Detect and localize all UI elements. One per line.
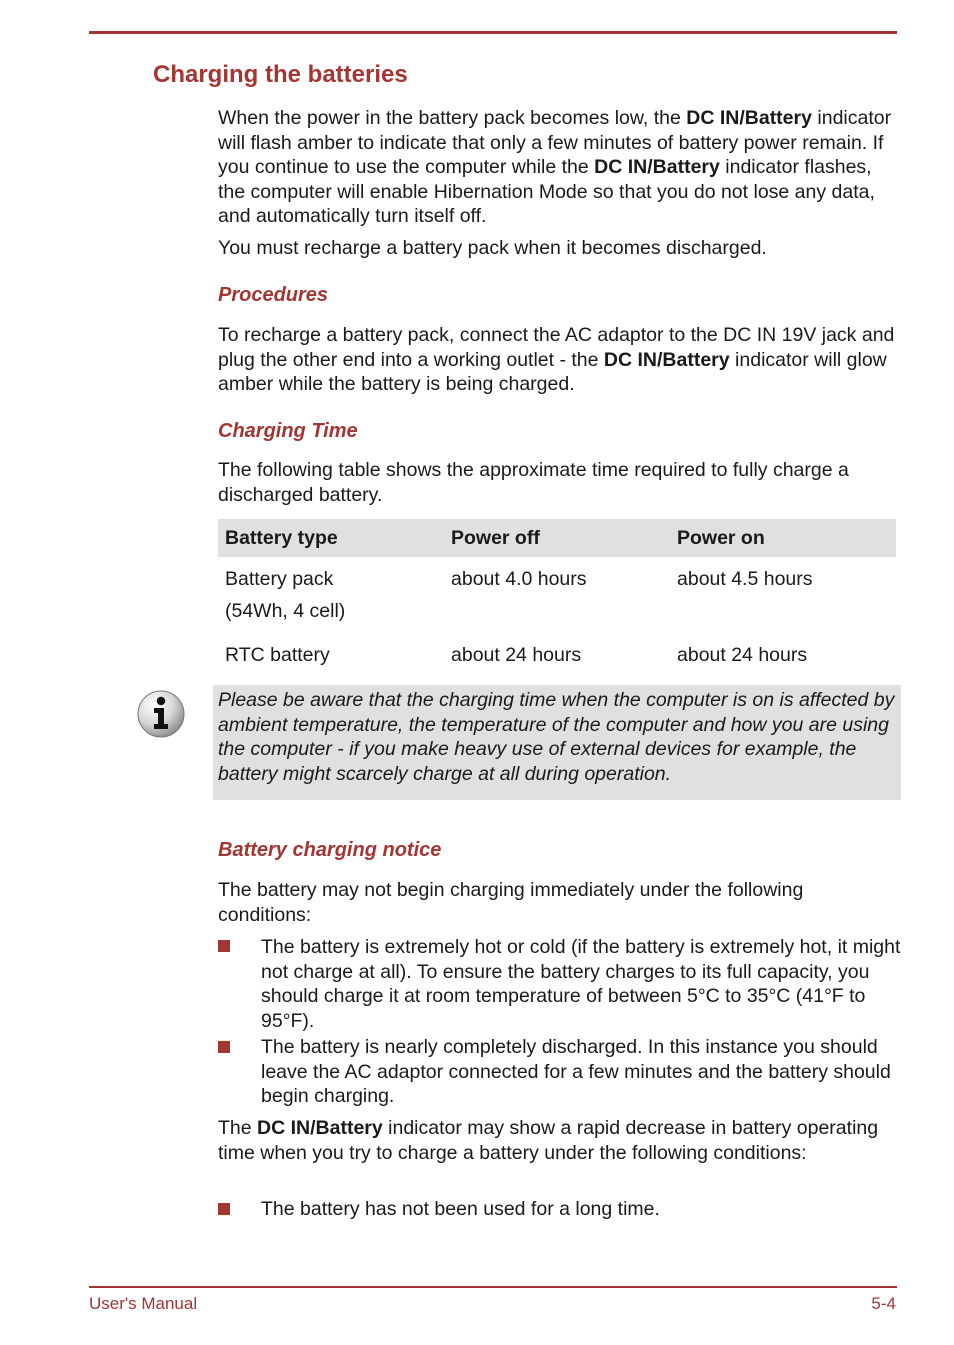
table-header-cell: Battery type <box>218 519 444 557</box>
list-item: The battery is nearly completely discharged. In this instance you should leave the AC adaptor connected for a few minutes and the battery should begin charging. <box>261 1036 891 1107</box>
table-row <box>218 557 896 633</box>
footer-page-number: 5-4 <box>871 1294 896 1313</box>
procedures-paragraph: To recharge a battery pack, connect the AC adaptor to the DC IN 19V jack and plug the other end into a working outlet - the DC IN/Battery indicator will glow amber while the battery is being charged. <box>218 324 895 395</box>
table-cell: about 4.0 hours <box>451 568 587 590</box>
procedures-heading: Procedures <box>218 284 329 306</box>
charging-time-paragraph: The following table shows the approximate time required to fully charge a discharged battery. <box>218 459 849 506</box>
bottom-rule <box>89 1286 897 1288</box>
top-rule <box>89 31 897 34</box>
list-item: The battery is extremely hot or cold (if the battery is extremely hot, it might not charge at all). To ensure the battery charges to its full capacity, you should charge it at room temperature of between 5°C to 35°C (41°F to 95°F). <box>261 936 901 1032</box>
dc-in-battery-label: DC IN/Battery <box>603 348 730 371</box>
table-cell: RTC battery <box>225 644 330 666</box>
table-header-row <box>218 519 896 557</box>
list-item: The battery has not been used for a long time. <box>261 1198 660 1220</box>
table-header-cell: Power on <box>670 519 896 557</box>
dc-in-battery-label: DC IN/Battery <box>686 107 812 129</box>
battery-charging-notice-heading: Battery charging notice <box>218 839 442 861</box>
charging-time-heading: Charging Time <box>218 420 358 442</box>
bullet-marker <box>218 940 230 952</box>
dc-in-paragraph: The DC IN/Battery indicator may show a rapid decrease in battery operating time when you try to charge a battery under the following conditions: <box>218 1117 879 1164</box>
recharge-paragraph: You must recharge a battery pack when it becomes discharged. <box>218 237 767 259</box>
notice-paragraph: The battery may not begin charging immediately under the following conditions: <box>218 879 804 926</box>
footer-manual-title: User's Manual <box>89 1294 198 1313</box>
bullet-marker <box>218 1203 230 1215</box>
section-heading: Charging the batteries <box>153 61 408 88</box>
note-text: Please be aware that the charging time when the computer is on is affected by ambient temperature, the temperature of the computer and how you are using the computer - if you make heavy use of external devices for example, the battery might scarcely charge at all during operation. <box>218 689 895 785</box>
table-row <box>218 633 896 677</box>
dc-in-battery-label: DC IN/Battery <box>594 156 720 178</box>
table-header-cell: Power off <box>444 519 670 557</box>
intro-paragraph: When the power in the battery pack becomes low, the DC IN/Battery indicator will flash amber to indicate that only a few minutes of battery power remain. If you continue to use the computer while the DC IN/Battery indicator flashes, the computer will enable Hibernation Mode so that you do not lose any data, and automatically turn itself off. <box>218 107 892 227</box>
bullet-marker <box>218 1041 230 1053</box>
dc-in-battery-label: DC IN/Battery <box>257 1117 383 1139</box>
info-icon <box>136 689 186 739</box>
table-cell: about 24 hours <box>677 644 808 666</box>
table-cell: Battery pack (54Wh, 4 cell) <box>225 568 346 622</box>
charging-time-table <box>218 519 896 677</box>
table-cell: about 4.5 hours <box>677 568 813 590</box>
table-cell: about 24 hours <box>451 644 582 666</box>
